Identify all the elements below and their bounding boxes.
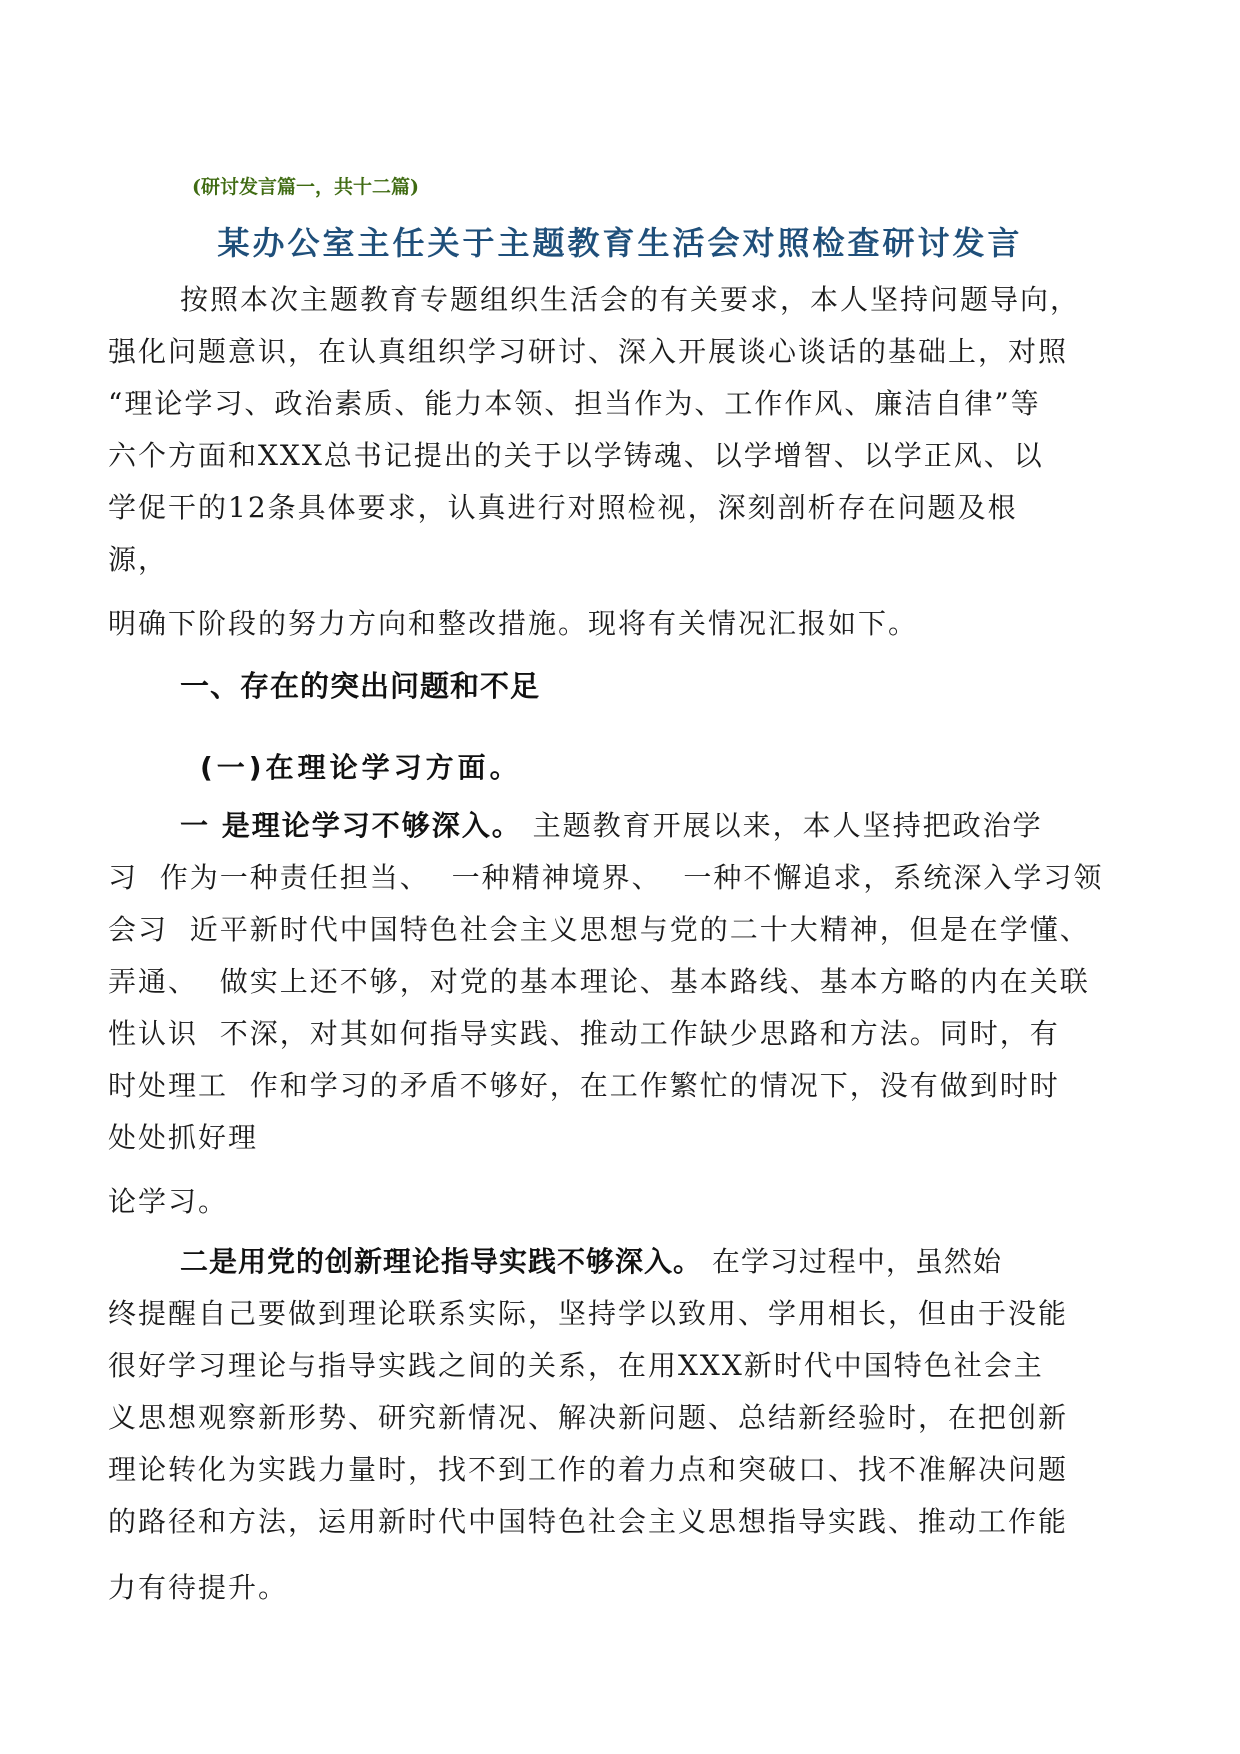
intro-line: 学促干的12条具体要求，认真进行对照检视，深刻剖析存在问题及根 (108, 491, 1018, 524)
point-2-line: 很好学习理论与指导实践之间的关系，在用XXX新时代中国特色社会主 (108, 1349, 1044, 1382)
point-2-line: 力有待提升。 (108, 1571, 289, 1604)
point-1-lead: 一 是理论学习不够深入。 (180, 809, 522, 842)
point-1-first-line (180, 808, 1043, 844)
point-2-lead: 二是用党的创新理论指导实践不够深入。 (180, 1245, 703, 1278)
point-1-line: 习 作为一种责任担当、 一种精神境界、 一种不懈追求，系统深入学习领 (108, 861, 1104, 894)
intro-line: 按照本次主题教育专题组织生活会的有关要求，本人坚持问题导向， (180, 283, 1081, 316)
point-2-first-line (180, 1244, 1002, 1280)
point-2-line: 理论转化为实践力量时，找不到工作的着力点和突破口、找不准解决问题 (108, 1453, 1069, 1486)
series-note: (研讨发言篇一，共十二篇) (192, 176, 419, 198)
intro-line: “理论学习、政治素质、能力本领、担当作为、工作作风、廉洁自律”等 (108, 387, 1041, 420)
point-1-line: 会习 近平新时代中国特色社会主义思想与党的二十大精神，但是在学懂、 (108, 913, 1090, 946)
intro-line: 源， (108, 543, 169, 576)
point-2-line: 义思想观察新形势、研究新情况、解决新问题、总结新经验时，在把创新 (108, 1401, 1069, 1434)
point-1-line: 处处抓好理 (108, 1121, 259, 1154)
intro-line: 六个方面和XXX总书记提出的关于以学铸魂、以学增智、以学正风、以 (108, 439, 1044, 472)
point-1-line: 时处理工 作和学习的矛盾不够好，在工作繁忙的情况下，没有做到时时 (108, 1069, 1060, 1102)
intro-line: 明确下阶段的努力方向和整改措施。现将有关情况汇报如下。 (108, 607, 919, 640)
point-1-line: 论学习。 (108, 1185, 229, 1218)
intro-line: 强化问题意识，在认真组织学习研讨、深入开展谈心谈话的基础上，对照 (108, 335, 1069, 368)
point-1-line: 弄通、 做实上还不够，对党的基本理论、基本路线、基本方略的内在关联 (108, 965, 1090, 998)
point-1-lead-rest: 主题教育开展以来，本人坚持把政治学 (521, 809, 1043, 842)
document-title: 某办公室主任关于主题教育生活会对照检查研讨发言 (217, 224, 1023, 262)
point-2-line: 的路径和方法，运用新时代中国特色社会主义思想指导实践、推动工作能 (108, 1505, 1069, 1538)
section-heading: 一、存在的突出问题和不足 (180, 669, 541, 703)
point-1-line: 性认识 不深，对其如何指导实践、推动工作缺少思路和方法。同时，有 (108, 1017, 1060, 1050)
point-2-line: 终提醒自己要做到理论联系实际，坚持学以致用、学用相长，但由于没能 (108, 1297, 1069, 1330)
subsection-heading: (一)在理论学习方面。 (200, 751, 522, 784)
point-2-lead-rest: 在学习过程中，虽然始 (702, 1245, 1002, 1278)
